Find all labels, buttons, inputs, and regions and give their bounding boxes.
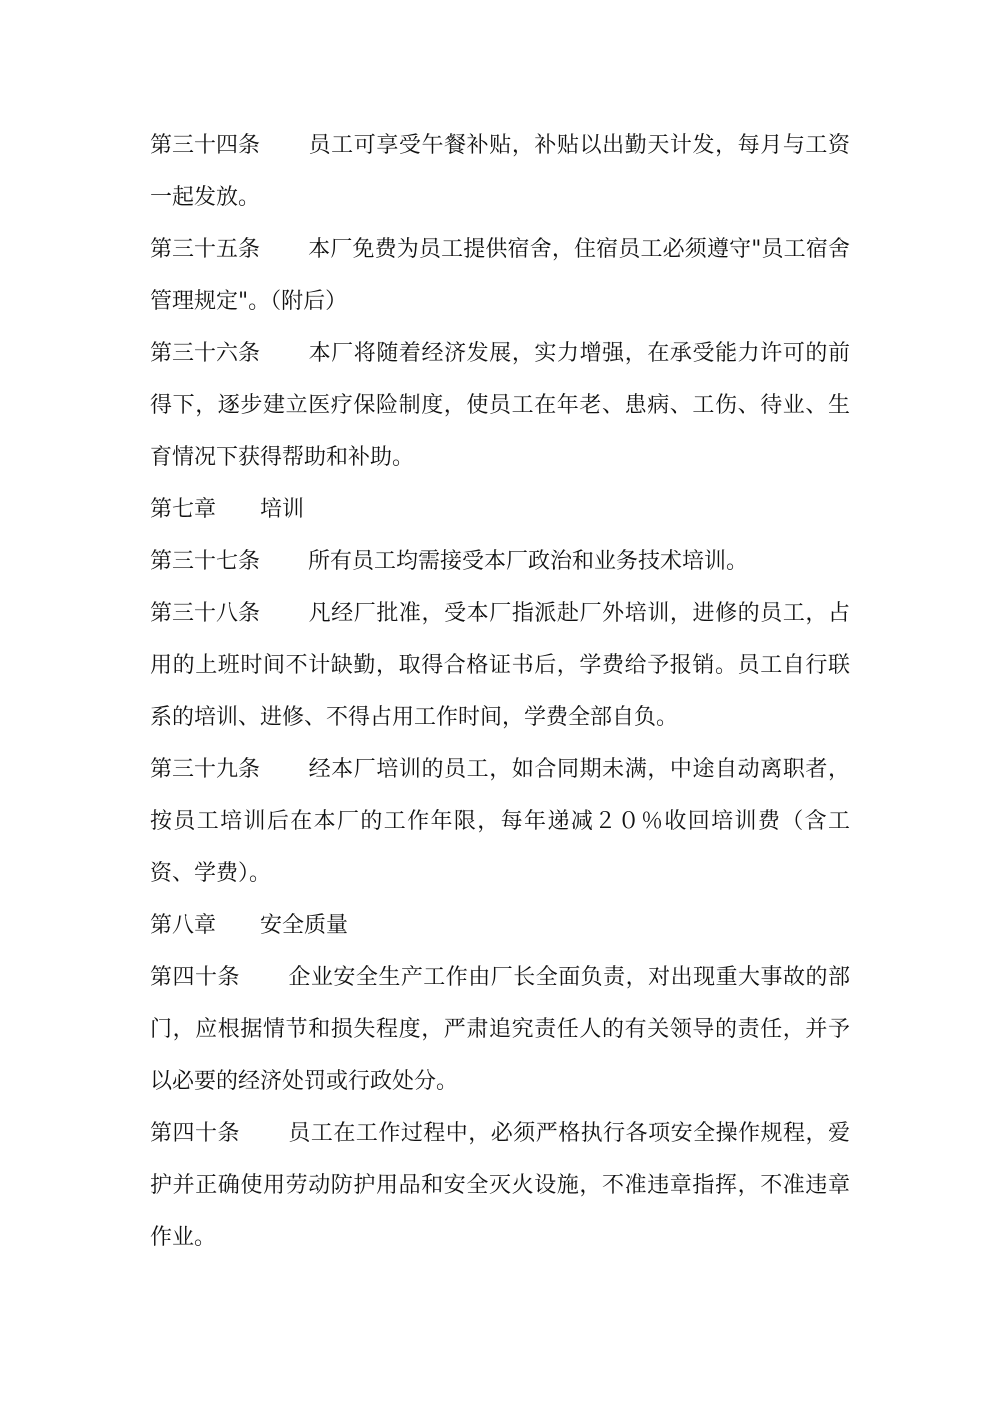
- article-35: [150, 224, 850, 328]
- chapter-label: 第八章: [150, 913, 217, 938]
- article-label: 第三十四条: [150, 133, 261, 158]
- chapter-8-heading: [150, 900, 850, 952]
- article-text: 本厂免费为员工提供宿舍，住宿员工必须遵守"员工宿舍管理规定"。（附后）: [150, 237, 850, 314]
- chapter-7-heading: [150, 484, 850, 536]
- chapter-title: 安全质量: [260, 913, 349, 938]
- article-text: 企业安全生产工作由厂长全面负责，对出现重大事故的部门，应根据情节和损失程度，严肃追究责任人的有关领导的责任，并予以必要的经济处罚或行政处分。: [150, 965, 850, 1094]
- article-text: 员工可享受午餐补贴，补贴以出勤天计发，每月与工资一起发放。: [150, 133, 850, 210]
- article-label: 第三十五条: [150, 237, 261, 262]
- article-text: 本厂将随着经济发展，实力增强，在承受能力许可的前得下，逐步建立医疗保险制度，使员工在年老、患病、工伤、待业、生育情况下获得帮助和补助。: [150, 341, 850, 470]
- article-label: 第四十条: [150, 1121, 240, 1146]
- article-text: 员工在工作过程中，必须严格执行各项安全操作规程，爱护并正确使用劳动防护用品和安全灭火设施，不准违章指挥，不准违章作业。: [150, 1121, 850, 1250]
- article-40-a: [150, 952, 850, 1108]
- document-page: [150, 120, 850, 1264]
- article-34: [150, 120, 850, 224]
- article-37: [150, 536, 850, 588]
- article-label: 第四十条: [150, 965, 240, 990]
- article-39: [150, 744, 850, 900]
- article-text: 凡经厂批准，受本厂指派赴厂外培训，进修的员工，占用的上班时间不计缺勤，取得合格证书后，学费给予报销。员工自行联系的培训、进修、不得占用工作时间，学费全部自负。: [150, 601, 850, 730]
- article-text: 经本厂培训的员工，如合同期未满，中途自动离职者，按员工培训后在本厂的工作年限，每年递减２０％收回培训费（含工资、学费）。: [150, 757, 850, 886]
- article-40-b: [150, 1108, 850, 1264]
- chapter-title: 培训: [260, 497, 305, 522]
- article-label: 第三十六条: [150, 341, 261, 366]
- article-label: 第三十八条: [150, 601, 261, 626]
- article-label: 第三十七条: [150, 549, 261, 574]
- chapter-label: 第七章: [150, 497, 217, 522]
- article-label: 第三十九条: [150, 757, 261, 782]
- article-36: [150, 328, 850, 484]
- article-text: 所有员工均需接受本厂政治和业务技术培训。: [308, 549, 749, 574]
- article-38: [150, 588, 850, 744]
